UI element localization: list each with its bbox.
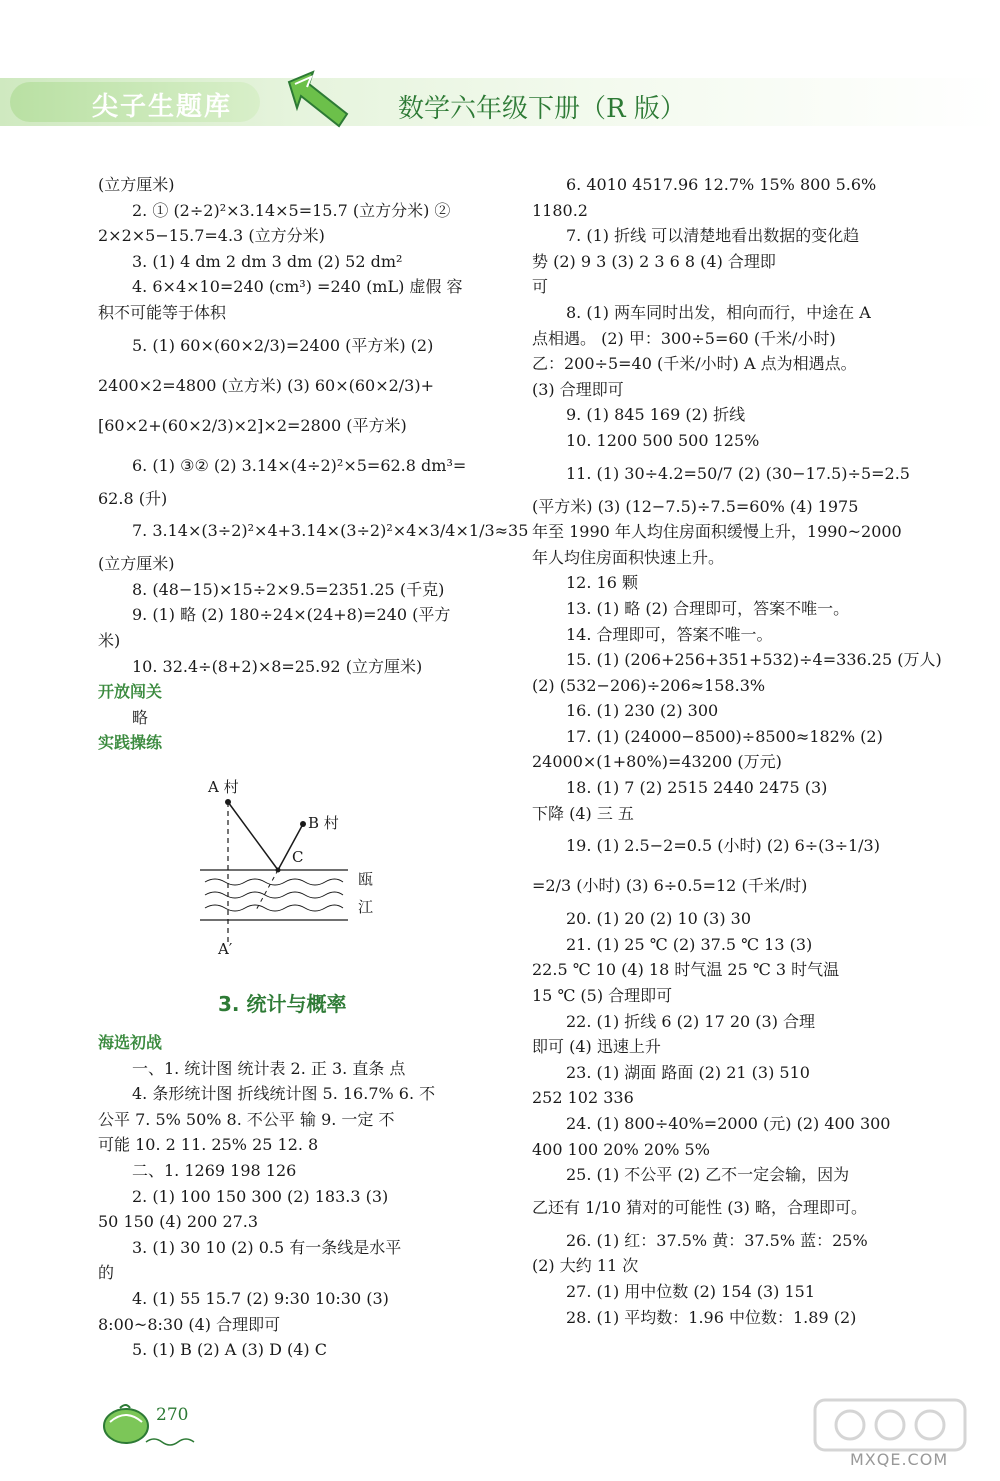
point-b <box>300 821 306 827</box>
answer-line: 的 <box>98 1263 115 1283</box>
answer-line: 8. (1) 两车同时出发，相向而行，中途在 A <box>566 302 871 322</box>
answer-line: 5. (1) B (2) A (3) D (4) C <box>132 1340 327 1360</box>
label-a-prime: A′ <box>218 940 233 957</box>
answer-line: 20. (1) 20 (2) 10 (3) 30 <box>566 909 752 929</box>
answer-line: 8:00~8:30 (4) 合理即可 <box>98 1314 281 1334</box>
river-diagram <box>200 772 390 957</box>
label-river-2: 江 <box>358 898 374 916</box>
answer-line: 24. (1) 800÷40%=2000 (元) (2) 400 300 <box>566 1114 891 1133</box>
right-column <box>532 172 942 1330</box>
answer-line: 14. 合理即可，答案不唯一。 <box>566 624 773 644</box>
answer-line: 18. (1) 7 (2) 2515 2440 2475 (3) <box>566 778 828 798</box>
answer-line: 年至 1990 年人均住房面积缓慢上升，1990~2000 <box>532 522 902 542</box>
answer-line: 22.5 ℃ 10 (4) 18 时气温 25 ℃ 3 时气温 <box>532 960 840 980</box>
answer-line: 7. 3.14×(3÷2)²×4+3.14×(3÷2)²×4×3/4×1/3≈35 <box>132 521 529 541</box>
watermark-text: MXQE.COM <box>850 1450 949 1469</box>
answer-line: 9. (1) 略 (2) 180÷24×(24+8)=240 (平方 <box>132 605 451 625</box>
answer-line: 23. (1) 湖面 路面 (2) 21 (3) 510 <box>566 1062 810 1082</box>
answer-line: 11. (1) 30÷4.2=50/7 (2) (30−17.5)÷5=2.5 <box>566 463 910 483</box>
answer-line: 公平 7. 5% 50% 8. 不公平 输 9. 一定 不 <box>98 1109 395 1129</box>
answer-line: 27. (1) 用中位数 (2) 154 (3) 151 <box>566 1281 816 1301</box>
answer-line: 2. ① (2÷2)²×3.14×5=15.7 (立方分米) ② <box>132 200 451 220</box>
book-title: 数学六年级下册（R 版） <box>398 94 686 124</box>
label-a: A 村 <box>208 778 239 796</box>
answer-line: 62.8 (升) <box>98 488 168 508</box>
answer-line: 可 <box>532 277 549 297</box>
answer-line: 4. 6×4×10=240 (cm³) =240 (mL) 虚假 容 <box>132 277 463 297</box>
answer-line: =2/3 (小时) (3) 6÷0.5=12 (千米/时) <box>532 876 808 896</box>
label-river-1: 瓯 <box>358 870 374 888</box>
answer-line: 10. 32.4÷(8+2)×8=25.92 (立方厘米) <box>132 656 423 676</box>
answer-line: 势 (2) 9 3 (3) 2 3 6 8 (4) 合理即 <box>532 251 776 271</box>
answer-line: 米) <box>98 630 121 650</box>
answer-line: 28. (1) 平均数：1.96 中位数：1.89 (2) <box>566 1307 857 1327</box>
brand-text: 尖子生题库 <box>92 92 233 122</box>
wave-line <box>205 879 343 885</box>
answer-line: 15 ℃ (5) 合理即可 <box>532 986 673 1006</box>
answer-line: 4. (1) 55 15.7 (2) 9:30 10:30 (3) <box>132 1288 389 1308</box>
answer-line: (2) 大约 11 次 <box>532 1256 639 1276</box>
answer-line: 乙：200÷5=40 (千米/小时) A 点为相遇点。 <box>532 354 857 374</box>
path-a-c <box>228 802 278 870</box>
answer-line: 15. (1) (206+256+351+532)÷4=336.25 (万人) <box>566 650 942 670</box>
answer-line: 12. 16 颗 <box>566 573 638 593</box>
answer-line: 年人均住房面积快速上升。 <box>532 547 725 567</box>
answer-line: 乙还有 1/10 猜对的可能性 (3) 略，合理即可。 <box>532 1197 867 1217</box>
green-arrow-icon <box>283 70 353 134</box>
open-section-heading: 开放闯关 <box>98 682 163 702</box>
answer-line: 50 150 (4) 200 27.3 <box>98 1212 259 1232</box>
answer-line: 6. 4010 4517.96 12.7% 15% 800 5.6% <box>566 175 877 194</box>
answer-line: 2. (1) 100 150 300 (2) 183.3 (3) <box>132 1186 389 1206</box>
haixuan-heading: 海选初战 <box>98 1033 163 1052</box>
chapter-title: 3. 统计与概率 <box>218 992 347 1016</box>
open-section-content: 略 <box>132 707 149 727</box>
haixuan-section <box>98 1030 498 1363</box>
answer-line: 点相遇。 (2) 甲：300÷5=60 (千米/小时) <box>532 328 836 348</box>
answer-line: 7. (1) 折线 可以清楚地看出数据的变化趋 <box>566 226 860 246</box>
answer-line: 一、1. 统计图 统计表 2. 正 3. 直条 点 <box>132 1058 406 1078</box>
answer-line: 可能 10. 2 11. 25% 25 12. 8 <box>98 1135 319 1155</box>
answer-line: 252 102 336 <box>532 1088 634 1108</box>
label-b: B 村 <box>308 814 339 832</box>
practice-section-heading: 实践操练 <box>98 733 163 753</box>
answer-line: 即可 (4) 迅速上升 <box>532 1037 661 1057</box>
answer-line: 19. (1) 2.5−2=0.5 (小时) (2) 6÷(3÷1/3) <box>566 836 880 856</box>
answer-line: 2400×2=4800 (立方米) (3) 60×(60×2/3)+ <box>98 375 435 395</box>
answer-line: 26. (1) 红：37.5% 黄：37.5% 蓝：25% <box>566 1230 868 1250</box>
answer-line: 13. (1) 略 (2) 合理即可，答案不唯一。 <box>566 598 850 618</box>
answer-line: 21. (1) 25 ℃ (2) 37.5 ℃ 13 (3) <box>566 934 813 954</box>
wave-line <box>205 905 343 911</box>
left-column <box>98 172 529 756</box>
answer-line: 17. (1) (24000−8500)÷8500≈182% (2) <box>566 726 883 746</box>
answer-line: 5. (1) 60×(60×2/3)=2400 (平方米) (2) <box>132 335 434 355</box>
answer-line: 25. (1) 不公平 (2) 乙不一定会输，因为 <box>566 1165 850 1185</box>
label-c: C <box>292 848 304 866</box>
answer-line: (平方米) (3) (12−7.5)÷7.5=60% (4) 1975 <box>532 496 859 516</box>
answer-line: 下降 (4) 三 五 <box>532 803 634 823</box>
answer-line: 9. (1) 845 169 (2) 折线 <box>566 405 746 425</box>
answer-line: 1180.2 <box>532 200 588 220</box>
page-number: 270 <box>156 1405 189 1425</box>
answer-line: 二、1. 1269 198 126 <box>132 1160 297 1180</box>
answer-line: (3) 合理即可 <box>532 379 624 399</box>
answer-line: 2×2×5−15.7=4.3 (立方分米) <box>98 226 325 246</box>
answer-line: 4. 条形统计图 折线统计图 5. 16.7% 6. 不 <box>132 1084 436 1104</box>
answer-line: (2) (532−206)÷206≈158.3% <box>532 675 766 695</box>
answer-line: (立方厘米) <box>98 554 175 574</box>
answer-line: (立方厘米) <box>98 175 175 194</box>
answer-line: 22. (1) 折线 6 (2) 17 20 (3) 合理 <box>566 1011 816 1031</box>
wave-line <box>205 892 343 898</box>
answer-line: 10. 1200 500 500 125% <box>566 430 760 450</box>
answer-line: 8. (48−15)×15÷2×9.5=2351.25 (千克) <box>132 579 445 599</box>
answer-line: 24000×(1+80%)=43200 (万元) <box>532 752 782 772</box>
answer-line: 6. (1) ③② (2) 3.14×(4÷2)²×5=62.8 dm³= <box>132 455 467 475</box>
answer-line: 400 100 20% 20% 5% <box>532 1139 710 1159</box>
answer-line: 3. (1) 4 dm 2 dm 3 dm (2) 52 dm² <box>132 251 403 271</box>
answer-line: 16. (1) 230 (2) 300 <box>566 701 719 721</box>
answer-line: [60×2+(60×2/3)×2]×2=2800 (平方米) <box>98 415 407 435</box>
answer-line: 积不可能等于体积 <box>98 302 227 322</box>
point-a <box>225 799 231 805</box>
answer-line: 3. (1) 30 10 (2) 0.5 有一条线是水平 <box>132 1237 402 1257</box>
